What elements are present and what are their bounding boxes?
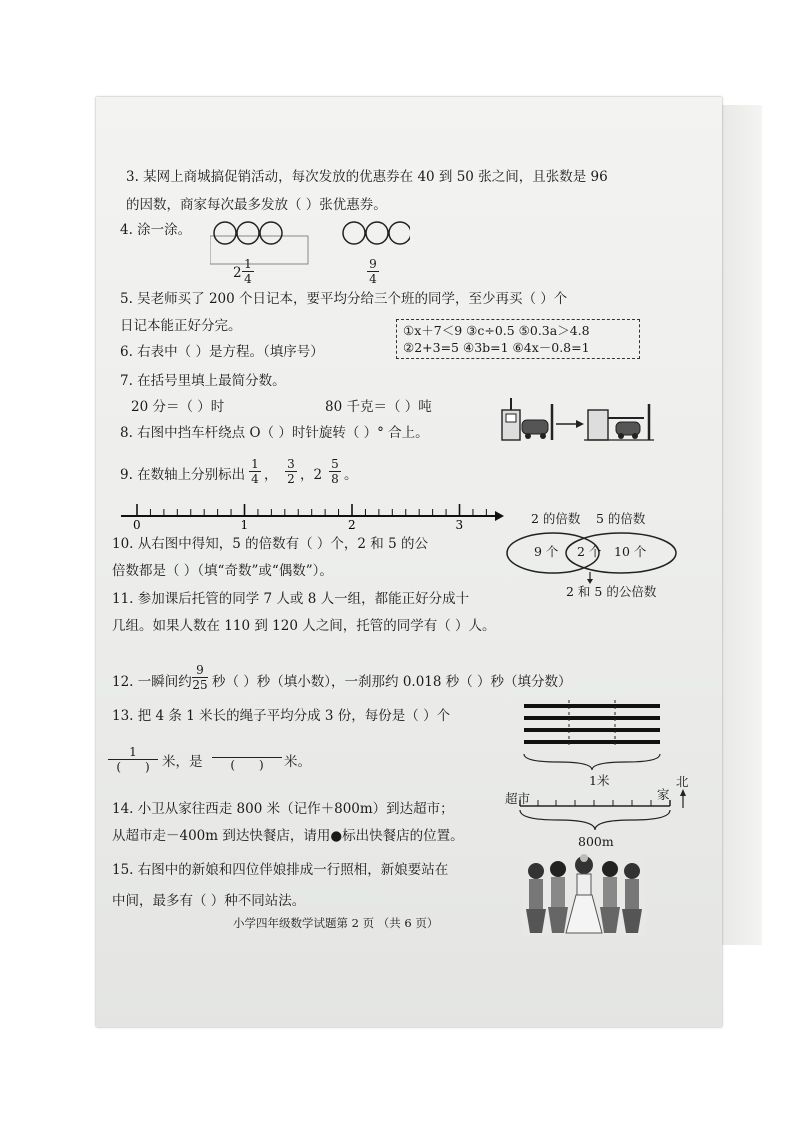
venn-right-count: 10 个	[614, 544, 647, 559]
q13-fraction-blank-2	[212, 744, 282, 771]
venn-label-left: 2 的倍数	[531, 511, 581, 526]
q11-line1: 11. 参加课后托管的同学 7 人或 8 人一组，都能正好分成十	[112, 591, 470, 607]
q3-line1: 3. 某网上商城搞促销活动，每次发放的优惠券在 40 到 50 张之间，且张数是 96	[126, 169, 608, 185]
q13-mid: 米，是	[162, 754, 203, 770]
q9-f2-numerator: 3	[287, 457, 295, 471]
q7-a: 20 分＝（ ）时	[131, 399, 225, 415]
q7-text: 7. 在括号里填上最简分数。	[120, 373, 286, 389]
page-footer: 小学四年级数学试题第 2 页 （共 6 页）	[233, 916, 439, 930]
q13-ruler-label: 1米	[589, 773, 610, 788]
q9-fraction-2	[285, 458, 297, 485]
q4-title: 4. 涂一涂。	[120, 222, 192, 238]
q14-line2: 从超市走－400m 到达快餐店，请用●标出快餐店的位置。	[112, 828, 464, 844]
q4-right-denominator: 4	[369, 272, 377, 286]
q9-sep2: ，2	[300, 467, 323, 483]
q12-numerator: 9	[196, 663, 204, 677]
q14-supermarket-label: 超市	[505, 791, 531, 806]
number-line-label: 3	[455, 518, 464, 530]
q9-f1-denominator: 4	[251, 472, 259, 486]
q15-line1: 15. 右图中的新娘和四位伴娘排成一行照相，新娘要站在	[112, 862, 449, 878]
q6-row2: ②2+3=5 ④3b=1 ⑥4x－0.8=1	[403, 340, 590, 355]
number-line-label: 2	[348, 518, 356, 530]
q9-f2-denominator: 2	[287, 472, 295, 486]
q13-rope-figure	[518, 700, 668, 780]
q4-left-denominator: 4	[244, 272, 252, 286]
q14-home-label: 家	[657, 787, 670, 802]
q4-left-whole: 2	[233, 265, 242, 281]
q10-line1: 10. 从右图中得知，5 的倍数有（ ）个，2 和 5 的公	[112, 536, 428, 552]
q4-circle-figures	[210, 220, 410, 270]
q9-number-line	[115, 496, 505, 530]
q13-end: 米。	[284, 754, 311, 770]
q12-post: 秒（ ）秒（填小数），一刹那约 0.018 秒（ ）秒（填分数）	[212, 674, 572, 690]
q12-denominator: 25	[192, 678, 208, 692]
q9-fraction-3	[329, 458, 341, 485]
q14-line1: 14. 小卫从家往西走 800 米（记作＋800m）到达超市；	[112, 801, 454, 817]
number-line-arrow	[495, 511, 504, 521]
q15-line2: 中间，最多有（ ）种不同站法。	[112, 893, 306, 909]
q14-distance-label: 800m	[578, 834, 614, 849]
q15-bride-bridesmaids-image	[522, 853, 646, 935]
q7-b: 80 千克＝（ ）吨	[325, 399, 432, 415]
q10-line2: 倍数都是（ ）（填“奇数”或“偶数”）。	[112, 563, 333, 579]
q13-frac2-numerator	[245, 743, 249, 757]
q3-line2: 的因数，商家每次最多发放（ ）张优惠券。	[126, 197, 387, 213]
q9-end: 。	[344, 467, 358, 483]
q14-distance-figure	[508, 788, 688, 838]
q12-fraction	[192, 664, 208, 691]
q9-f3-denominator: 8	[331, 472, 339, 486]
venn-middle-count: 2 个	[577, 544, 602, 559]
q9-text: 9. 在数轴上分别标出	[120, 467, 246, 483]
venn-bottom-label: 2 和 5 的公倍数	[566, 584, 657, 599]
q5-line1: 5. 吴老师买了 200 个日记本，要平均分给三个班的同学，至少再买（ ）个	[120, 291, 568, 307]
q6-row1: ①x＋7＜9 ③c÷0.5 ⑤0.3a＞4.8	[403, 323, 590, 338]
q6-expression-box	[396, 319, 640, 359]
q9-fraction-1	[249, 458, 261, 485]
q9-f3-numerator: 5	[331, 457, 339, 471]
q5-line2: 日记本能正好分完。	[120, 318, 242, 334]
number-line-label: 1	[240, 518, 249, 530]
q8-text: 8. 右图中挡车杆绕点 O（ ）时针旋转（ ）° 合上。	[120, 425, 429, 441]
q9-sep1: ，	[264, 467, 278, 483]
q4-right-fraction	[367, 258, 379, 285]
venn-label-right: 5 的倍数	[596, 511, 646, 526]
q14-north-label: 北	[676, 774, 689, 789]
q6-text: 6. 右表中（ ）是方程。（填序号）	[120, 344, 324, 360]
q11-line2: 几组。如果人数在 110 到 120 人之间，托管的同学有（ ）人。	[112, 618, 496, 634]
q9-f1-numerator: 1	[251, 457, 259, 471]
q13-frac-denominator: ( )	[116, 760, 150, 774]
venn-left-count: 9 个	[534, 544, 559, 559]
q13-line1: 13. 把 4 条 1 米长的绳子平均分成 3 份，每份是（ ）个	[112, 708, 451, 724]
number-line-label: 0	[133, 518, 141, 530]
q13-fraction-blank	[108, 746, 158, 773]
q13-frac2-denominator: ( )	[230, 758, 264, 772]
q13-frac-numerator: 1	[129, 745, 137, 759]
q4-left-numerator: 1	[244, 257, 252, 271]
q4-right-numerator: 9	[369, 257, 377, 271]
q4-left-fraction	[242, 258, 254, 285]
q8-barrier-figure	[494, 396, 660, 446]
q12-pre: 12. 一瞬间约	[112, 674, 192, 690]
